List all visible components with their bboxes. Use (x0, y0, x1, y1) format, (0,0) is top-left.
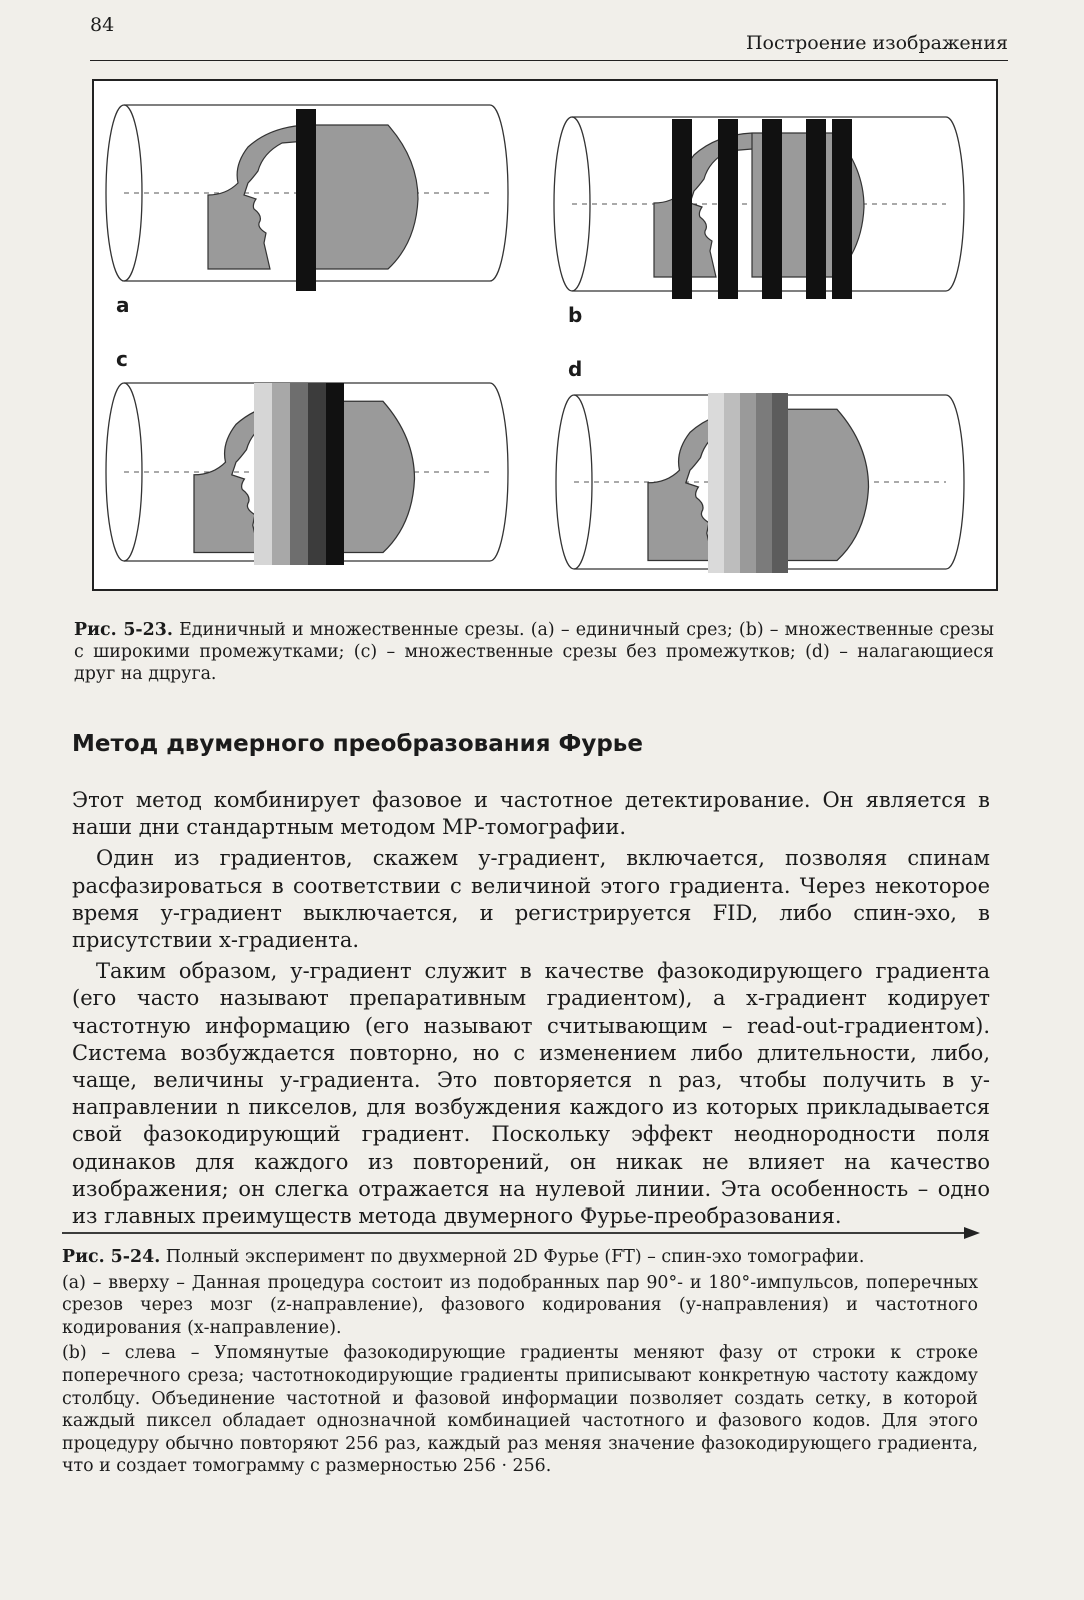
figure-5-24-part-b: (b) – слева – Упомянутые фазокодирующие градиенты меняют фазу от строки к строке поперечного среза; частотнокодирующие градиенты приписывают конкретную частоту каждому столбцу. Объединение частотной и фазовой информации позволяет создать сетку, в которой каждый пиксел обладает однозначной комбинацией частотного и фазового кодов. Для этого процедуру обычно повторяют 256 раз, каждый раз меняя значение фазокодирующего градиента, что и создает томограмму с размерностью 256 · 256. (62, 1343, 978, 1477)
panel-label-a: a (116, 293, 130, 317)
figure-5-24-title: Полный эксперимент по двухмерной 2D Фурье (FT) – спин-эхо томографии. (165, 1247, 865, 1267)
paragraph-3: Таким образом, у-градиент служит в качестве фазокодирующего градиента (его часто называют препаративным градиентом), а х-градиент кодирует частотную информацию (его называют считывающим – read-out-градиентом). Система возбуждается повторно, но с изменением либо длительности, либо, чаще, величины у-градиента. Это повторяется n раз, чтобы получить в у-направлении n пикселов, для возбуждения каждого из которых прикладывается свой фазокодирующий градиент. Поскольку эффект неоднородности поля одинаков для каждого из повторений, он никак не влияет на качество изображения; он слегка отражается на нулевой линии. Эта особенность – одно из главных преимуществ метода двумерного Фурье-преобразования. (72, 959, 990, 1229)
slice-illustration (94, 81, 996, 589)
figure-5-23-caption (74, 619, 994, 685)
section-body (72, 787, 990, 1230)
section-heading: Метод двумерного преобразования Фурье (72, 731, 643, 757)
panel-d-slices (708, 393, 788, 573)
panel-label-c: c (116, 347, 128, 371)
panel-label-b: b (568, 303, 583, 327)
page-number: 84 (90, 14, 115, 36)
figure-5-24-caption (62, 1246, 978, 1478)
arrow-divider (62, 1224, 980, 1242)
paragraph-2: Один из градиентов, скажем у-градиент, включается, позволяя спинам расфазироваться в соответствии с величиной этого градиента. Через некоторое время у-градиент выключается, и регистрируется FID, либо спин-эхо, в присутствии х-градиента. (72, 846, 990, 953)
figure-5-23-caption-text: Единичный и множественные срезы. (a) – единичный срез; (b) – множественные срезы с широкими промежутками; (c) – множественные срезы без промежутков; (d) – налагающиеся друг на дцруга. (74, 620, 994, 684)
running-head (90, 6, 1008, 61)
running-title: Построение изображения (745, 32, 1008, 54)
figure-5-23-label: Рис. 5-23. (74, 620, 173, 640)
figure-5-24-label: Рис. 5-24. (62, 1247, 161, 1267)
figure-5-24-part-a: (a) – вверху – Данная процедура состоит из подобранных пар 90°- и 180°-импульсов, поперечных срезов через мозг (z-направление), фазового кодирования (у-направления) и частотного кодирования (х-направление). (62, 1272, 978, 1338)
figure-5-23 (92, 79, 998, 591)
panel-label-d: d (568, 357, 583, 381)
panel-a-slice (296, 109, 316, 291)
figure-5-24-title-line (62, 1246, 978, 1269)
panel-c-slices (254, 383, 344, 565)
paragraph-1: Этот метод комбинирует фазовое и частотное детектирование. Он является в наши дни стандартным методом МР-томографии. (72, 788, 990, 840)
